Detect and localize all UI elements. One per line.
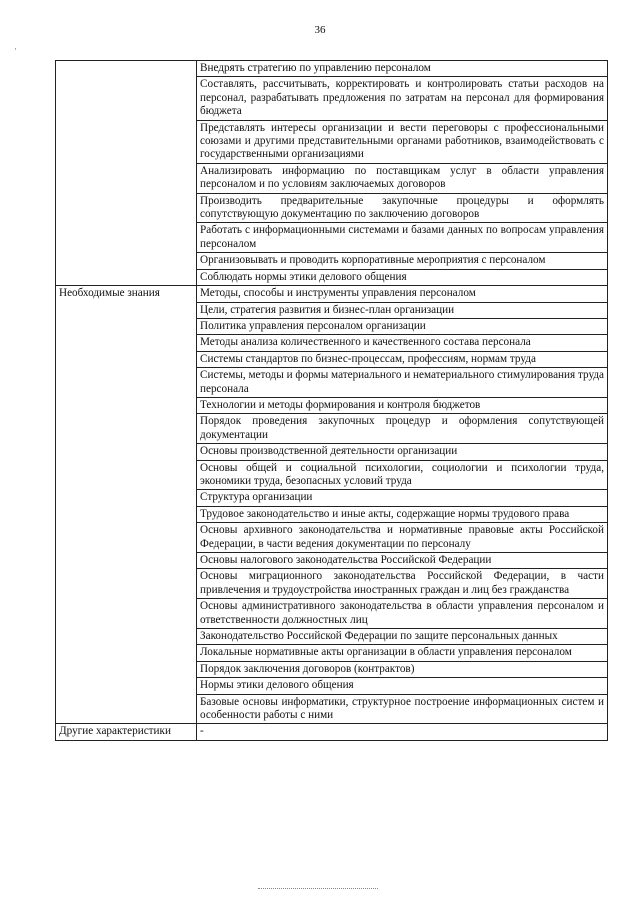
- requirement-cell: -: [197, 724, 608, 740]
- table-row: [56, 286, 608, 302]
- requirement-cell: Основы миграционного законодательства Российской Федерации, в части привлечения и трудоустройства иностранных граждан и лиц без гражданства: [197, 569, 608, 599]
- requirement-cell: Политика управления персоналом организации: [197, 318, 608, 334]
- requirement-cell: Технологии и методы формирования и контроля бюджетов: [197, 397, 608, 413]
- requirement-cell: Составлять, рассчитывать, корректировать и контролировать статьи расходов на персонал, разрабатывать предложения по затратам на персонал для формирования бюджета: [197, 77, 608, 120]
- section-label: [56, 61, 197, 286]
- requirements-table: [55, 60, 608, 741]
- requirement-cell: Соблюдать нормы этики делового общения: [197, 269, 608, 285]
- margin-mark: ·: [14, 44, 17, 54]
- requirement-cell: Представлять интересы организации и вести переговоры с профессиональными союзами и другими представительными органами работников, взаимодействовать с государственными организациями: [197, 120, 608, 163]
- requirement-cell: Основы производственной деятельности организации: [197, 444, 608, 460]
- requirement-cell: Основы налогового законодательства Российской Федерации: [197, 553, 608, 569]
- requirement-cell: Локальные нормативные акты организации в области управления персоналом: [197, 645, 608, 661]
- requirements-table-body: [56, 61, 608, 741]
- requirement-cell: Системы стандартов по бизнес-процессам, профессиям, нормам труда: [197, 351, 608, 367]
- table-row: [56, 724, 608, 740]
- requirement-cell: Методы анализа количественного и качественного состава персонала: [197, 335, 608, 351]
- requirement-cell: Анализировать информацию по поставщикам услуг в области управления персоналом и по условиям заключаемых договоров: [197, 163, 608, 193]
- requirement-cell: Основы административного законодательства в области управления персоналом и ответственности должностных лиц: [197, 599, 608, 629]
- section-label: Другие характеристики: [56, 724, 197, 740]
- footer-mark: [258, 888, 378, 891]
- requirement-cell: Законодательство Российской Федерации по защите персональных данных: [197, 629, 608, 645]
- requirement-cell: Методы, способы и инструменты управления персоналом: [197, 286, 608, 302]
- requirement-cell: Внедрять стратегию по управлению персоналом: [197, 61, 608, 77]
- requirement-cell: Порядок заключения договоров (контрактов): [197, 661, 608, 677]
- requirement-cell: Структура организации: [197, 490, 608, 506]
- requirement-cell: Трудовое законодательство и иные акты, содержащие нормы трудового права: [197, 506, 608, 522]
- requirement-cell: Цели, стратегия развития и бизнес-план организации: [197, 302, 608, 318]
- requirement-cell: Производить предварительные закупочные процедуры и оформлять сопутствующую документацию по заключению договоров: [197, 193, 608, 223]
- requirement-cell: Основы общей и социальной психологии, социологии и психологии труда, экономики труда, безопасных условий труда: [197, 460, 608, 490]
- requirement-cell: Системы, методы и формы материального и нематериального стимулирования труда персонала: [197, 368, 608, 398]
- requirement-cell: Основы архивного законодательства и нормативные правовые акты Российской Федерации, в части ведения документации по персоналу: [197, 523, 608, 553]
- page-number: 36: [314, 24, 326, 36]
- requirement-cell: Порядок проведения закупочных процедур и оформления сопутствующей документации: [197, 414, 608, 444]
- requirement-cell: Нормы этики делового общения: [197, 678, 608, 694]
- requirement-cell: Работать с информационными системами и базами данных по вопросам управления персоналом: [197, 223, 608, 253]
- requirement-cell: Организовывать и проводить корпоративные мероприятия с персоналом: [197, 253, 608, 269]
- table-row: [56, 61, 608, 77]
- requirement-cell: Базовые основы информатики, структурное построение информационных систем и особенности работы с ними: [197, 694, 608, 724]
- section-label: Необходимые знания: [56, 286, 197, 724]
